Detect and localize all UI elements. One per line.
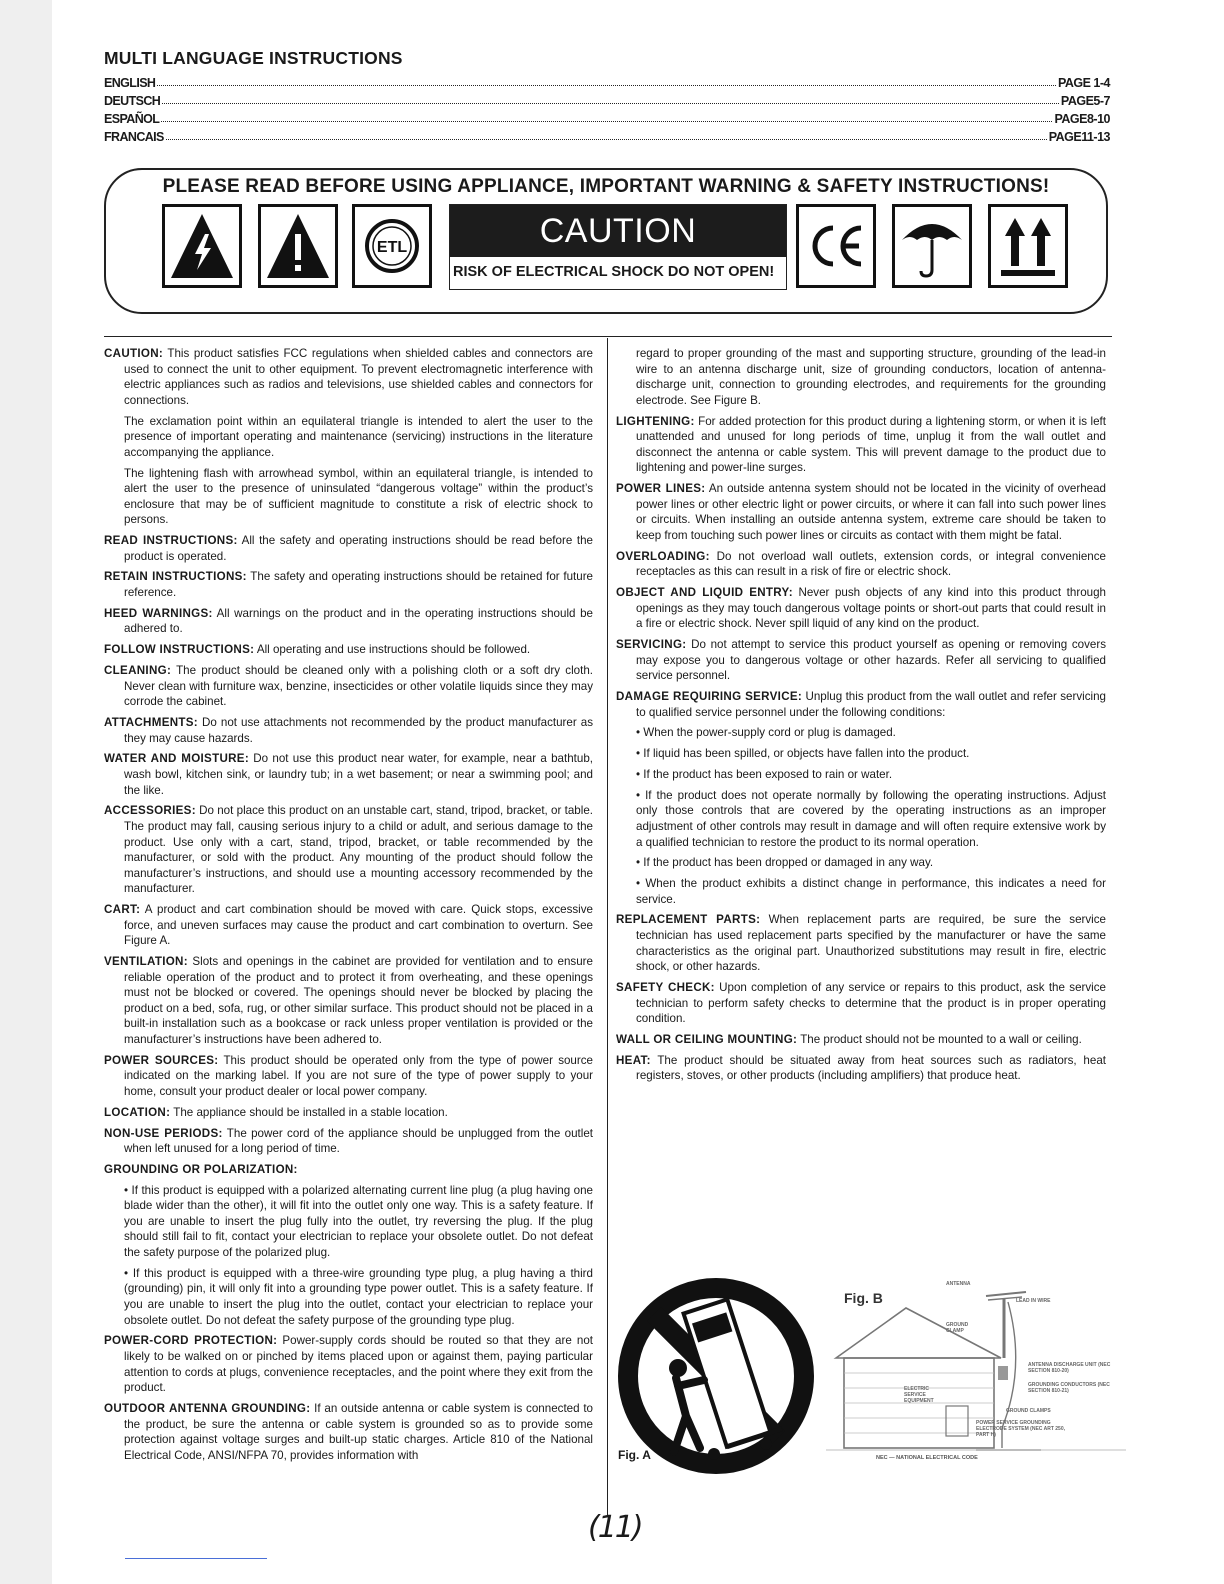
column-divider <box>607 338 608 1516</box>
lightning-triangle-icon <box>162 204 242 288</box>
caution-subtext: RISK OF ELECTRICAL SHOCK DO NOT OPEN! <box>453 264 775 280</box>
damage-bullet-5: • If the product has been dropped or damaged in any way. <box>636 856 934 870</box>
svg-text:ETL: ETL <box>376 239 408 256</box>
water-and-moisture: WATER AND MOISTURE: Do not use this product near water, for example, near a bathtub, wash bowl, kitchen sink, or laundry tub; in a wet basement; or near a swimming pool; and the like. <box>104 752 593 797</box>
figb-electrode-label: POWER SERVICE GROUNDING ELECTRODE SYSTEM (NEC ART 250, PART H) <box>976 1420 1065 1438</box>
outdoor-antenna-grounding: OUTDOOR ANTENNA GROUNDING: If an outside antenna or cable system is connected to the product, be sure the antenna or cable system is grounded so as to provide some protection against voltage surges and built-up static charges. Article 810 of the National Electrical Code, ANSI/NFPA 70, provides information with <box>104 1401 593 1462</box>
overloading: OVERLOADING: Do not overload wall outlets, extension cords, or integral convenience receptacles as this can result in a risk of fire or electric shock. <box>616 549 1106 579</box>
toc-lang: DEUTSCH <box>104 94 161 108</box>
right-column <box>616 346 1106 1089</box>
retain-instructions: RETAIN INSTRUCTIONS: The safety and operating instructions should be retained for future reference. <box>104 570 593 600</box>
page-number: (11) <box>588 1510 642 1545</box>
follow-instructions: FOLLOW INSTRUCTIONS: All operating and use instructions should be followed. <box>104 643 531 657</box>
toc-row-english <box>104 72 1110 90</box>
exclamation-triangle-icon <box>258 204 338 288</box>
damage-bullet-6: • When the product exhibits a distinct change in performance, this indicates a need for service. <box>636 877 1106 906</box>
section-divider <box>104 336 1112 337</box>
figb-antenna-label: ANTENNA <box>946 1281 971 1287</box>
non-use-periods: NON-USE PERIODS: The power cord of the appliance should be unplugged from the outlet when left unused for a long period of time. <box>104 1126 594 1156</box>
damage-bullet-1: • When the power-supply cord or plug is damaged. <box>636 726 896 740</box>
toc-lang: ESPAÑOL <box>104 112 160 126</box>
figb-clamps-label: GROUND CLAMPS <box>1006 1408 1051 1414</box>
toc-row-espanol <box>104 108 1110 126</box>
wall-or-ceiling-mounting: WALL OR CEILING MOUNTING: The product should not be mounted to a wall or ceiling. <box>616 1032 1082 1046</box>
toc-row-francais <box>104 126 1110 144</box>
location: LOCATION: The appliance should be installed in a stable location. <box>104 1105 448 1119</box>
outdoor-antenna-continued: regard to proper grounding of the mast and supporting structure, grounding of the lead-in wire to an antenna discharge unit, size of grounding conductors, location of antenna-discharge unit, connection to grounding electrodes, and requirements for the grounding electrode. See Figure B. <box>636 347 1106 407</box>
safety-check: SAFETY CHECK: Upon completion of any service or repairs to this product, ask the service technician to perform safety checks to determine that the product is in proper operating condition. <box>616 981 1106 1026</box>
safety-warning-box <box>104 168 1108 314</box>
toc-page: PAGE11-13 <box>1048 130 1110 144</box>
toc-page: PAGE5-7 <box>1060 94 1110 108</box>
ce-mark-icon <box>796 204 876 288</box>
caution-heading: CAUTION <box>450 205 786 257</box>
damage-requiring-service: DAMAGE REQUIRING SERVICE: Unplug this product from the wall outlet and refer servicing to qualified service personnel under the following conditions: <box>616 690 1106 719</box>
this-way-up-icon <box>988 204 1068 288</box>
cleaning: CLEANING: The product should be cleaned only with a polishing cloth or a soft dry cloth. Never clean with furniture wax, benzine, insecticides or other volatile liquids since they may corrode the cabinet. <box>104 664 593 709</box>
power-cord-protection: POWER-CORD PROTECTION: Power-supply cords should be routed so that they are not likely to be walked on or pinched by items placed upon or against them, paying particular attention to cords at plugs, convenience receptacles, and the point where they exit from the product. <box>104 1334 593 1395</box>
safety-warning-title: PLEASE READ BEFORE USING APPLIANCE, IMPORTANT WARNING & SAFETY INSTRUCTIONS! <box>162 176 1050 197</box>
toc-lang: FRANCAIS <box>104 130 164 144</box>
grounding-heading: GROUNDING OR POLARIZATION: <box>104 1162 298 1176</box>
heed-warnings: HEED WARNINGS: All warnings on the product and in the operating instructions should be adhered to. <box>104 606 593 636</box>
language-toc <box>104 72 1110 144</box>
figb-lead-in-label: LEAD IN WIRE <box>1016 1298 1051 1304</box>
footer-link-underline <box>125 1558 267 1559</box>
lightening: LIGHTENING: For added protection for this product during a lightening storm, or when it is left unattended and unused for long periods of time, unplug it from the wall outlet and disconnect the antenna or cable system. This will prevent damage to the product due to lightening and power-line surges. <box>616 414 1106 475</box>
replacement-parts: REPLACEMENT PARTS: When replacement parts are required, be sure the service technician has used replacement parts specified by the manufacturer or have the same characteristics as the original part. Unauthorized substitutions may result in fire, electric shock, or other hazards. <box>616 913 1106 974</box>
cart-tip-over-figure <box>616 1276 816 1476</box>
object-and-liquid-entry: OBJECT AND LIQUID ENTRY: Never push objects of any kind into this product through openings as they may touch dangerous voltage points or short-out parts that could result in a fire or electric shock. Never spill liquid of any kind on the product. <box>616 586 1106 631</box>
caution-label <box>449 204 787 290</box>
etl-mark-icon <box>352 204 432 288</box>
figb-discharge-label: ANTENNA DISCHARGE UNIT (NEC SECTION 810-20) <box>1028 1362 1111 1374</box>
figb-ground-clamp-label: GROUND CLAMP <box>946 1322 969 1334</box>
multi-language-title: MULTI LANGUAGE INSTRUCTIONS <box>104 48 403 68</box>
power-sources: POWER SOURCES: This product should be operated only from the type of power source indicated on the marking label. If you are not sure of the type of power supply to your home, consult your product dealer or local power company. <box>104 1053 593 1098</box>
figb-conductors-label: GROUNDING CONDUCTORS (NEC SECTION 810-21) <box>1028 1382 1110 1394</box>
toc-page: PAGE 1-4 <box>1057 76 1110 90</box>
figure-b-label: Fig. B <box>844 1290 883 1306</box>
grounding-bullet-2: • If this product is equipped with a three-wire grounding type plug, a plug having a third (grounding) pin, it will only fit into a grounding type power outlet. This is a safety feature. If you are unable to insert the plug into the outlet, contact your electrician to replace your obsolete outlet. Do not defeat the safety purpose of the grounding type plug. <box>124 1266 593 1327</box>
grounding-bullet-1: • If this product is equipped with a polarized alternating current line plug (a plug having one blade wider than the other), it will fit into the outlet only one way. This is a safety feature. If you are unable to insert the plug fully into the outlet, try reversing the plug. If the plug should still fail to fit, contact your electrician to replace your obsolete outlet. Do not defeat the safety purpose of the polarized plug. <box>124 1183 593 1260</box>
servicing: SERVICING: Do not attempt to service this product yourself as opening or removing covers may expose you to dangerous voltage or other hazards. Refer all servicing to qualified service personnel. <box>616 638 1106 683</box>
umbrella-icon <box>892 204 972 288</box>
left-column <box>104 346 593 1469</box>
attachments: ATTACHMENTS: Do not use attachments not recommended by the product manufacturer as they may cause hazards. <box>104 715 593 745</box>
page-edge-shade <box>0 0 52 1584</box>
damage-bullet-3: • If the product has been exposed to rain or water. <box>636 767 893 781</box>
lightning-paragraph: The lightening flash with arrowhead symbol, within an equilateral triangle, is intended to alert the user to the presence of uninsulated “dangerous voltage” within the product’s enclosure that may be of sufficient magnitude to constitute a risk of electric shock to persons. <box>124 466 593 527</box>
figb-equipment-label: ELECTRIC SERVICE EQUIPMENT <box>904 1386 934 1404</box>
damage-bullet-2: • If liquid has been spilled, or objects have fallen into the product. <box>636 747 970 761</box>
read-instructions: READ INSTRUCTIONS: All the safety and operating instructions should be read before the product is operated. <box>104 534 593 563</box>
toc-page: PAGE8-10 <box>1054 112 1110 126</box>
heat: HEAT: The product should be situated away from heat sources such as radiators, heat registers, stoves, or other products (including amplifiers) that produce heat. <box>616 1053 1106 1083</box>
damage-bullet-4: • If the product does not operate normally by following the operating instructions. Adjust only those controls that are covered by the operating instructions as an improper adjustment of other controls may result in damage and will often require extensive work by a qualified technician to restore the product to its normal operation. <box>636 788 1106 849</box>
exclamation-paragraph: The exclamation point within an equilateral triangle is intended to alert the user to the presence of important operating and maintenance (servicing) instructions in the literature accompanying the appliance. <box>124 414 593 459</box>
accessories: ACCESSORIES: Do not place this product on an unstable cart, stand, tripod, bracket, or table. The product may fall, causing serious injury to a child or adult, and serious damage to the product. Use only with a cart, stand, tripod, bracket, or table recommended by the manufacturer, or sold with the product. Any mounting of the product should follow the manufacturer’s instructions, and should use a mounting accessory recommended by the manufacturer. <box>104 804 593 896</box>
figure-b-footer: NEC — NATIONAL ELECTRICAL CODE <box>876 1455 978 1461</box>
figure-a-label: Fig. A <box>618 1448 651 1462</box>
power-lines: POWER LINES: An outside antenna system should not be located in the vicinity of overhead power lines or other electric light or power circuits, or where it can fall into such power lines or circuits. When installing an outside antenna system, extreme care should be taken to keep from touching such power lines or circuits as contact with them might be fatal. <box>616 482 1107 542</box>
toc-row-deutsch <box>104 90 1110 108</box>
toc-lang: ENGLISH <box>104 76 156 90</box>
cart: CART: A product and cart combination should be moved with care. Quick stops, excessive force, and uneven surfaces may cause the product and cart combination to overturn. See Figure A. <box>104 903 593 948</box>
ventilation: VENTILATION: Slots and openings in the cabinet are provided for ventilation and to ensure reliable operation of the product and to protect it from overheating, and these openings must not be blocked or covered. The openings should never be blocked by placing the product on a bed, sofa, rug, or other similar surface. This product should not be placed in a built-in installation such as a bookcase or rack unless proper ventilation is provided or the manufacturer’s instructions have been adhered to. <box>104 955 593 1046</box>
caution-paragraph: CAUTION: This product satisfies FCC regulations when shielded cables and connectors are used to connect the unit to other equipment. To prevent electromagnetic interference with electric appliances such as radios and televisions, use shielded cables and connectors for connections. <box>104 347 593 407</box>
